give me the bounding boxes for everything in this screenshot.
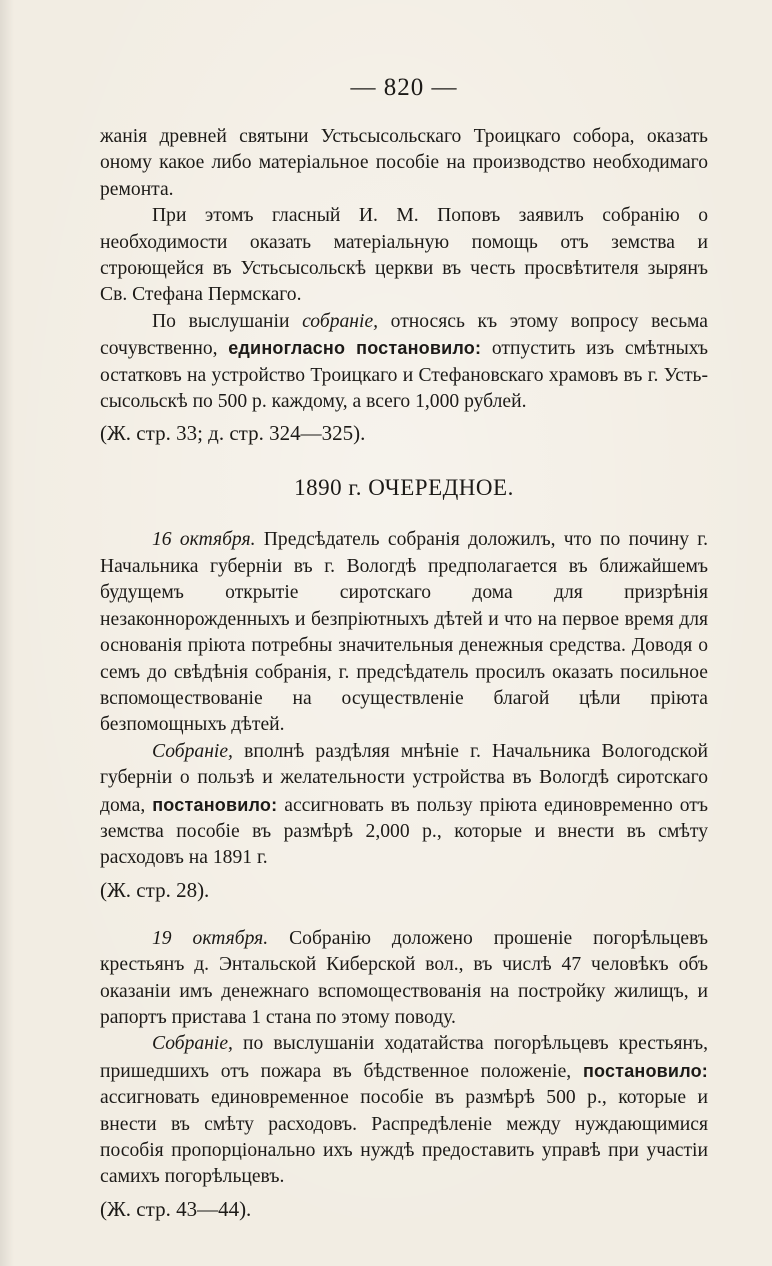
- resolution-tail: отпустить изъ смѣтныхъ остатковъ на устройство Троицкаго и Стефановскаго храмовъ въ г. Усть-сысольскѣ по 500 р. каждому, а всего 1,000 рублей.: [100, 338, 708, 413]
- paragraph-popov-statement: При этомъ гласный И. М. Поповъ заявилъ собранію о необходимости оказать матеріальную помощь отъ земства и строющейся въ Устьсысольскѣ церкви въ честь просвѣтителя зырянъ Св. Стефана Пермскаго.: [100, 205, 708, 306]
- paragraph-orphanage-resolution: [100, 739, 708, 872]
- resolution-mid: вполнѣ раздѣляя мнѣніе г. Начальника Вологодской губерніи о пользѣ и желательности устройства въ Вологдѣ сиротскаго дома,: [100, 740, 708, 816]
- resolution-mid: по выслушаніи ходатайства погорѣльцевъ крестьянъ, пришедшихъ отъ пожара въ бѣдственное положеніе,: [100, 1033, 708, 1082]
- resolution-subject: собраніе,: [302, 310, 379, 332]
- section-title: 1890 г. ОЧЕРЕДНОЕ.: [294, 475, 514, 501]
- resolution-lead: По выслушаніи: [152, 310, 290, 332]
- resolution-tail: ассигновать единовременное пособіе въ размѣрѣ 500 р., которые и внести въ смѣту расходовъ. Распредѣленіе между нуждающимися пособія пропорціонально ихъ нуждѣ предоставить управѣ при участіи самихъ погорѣльцевъ.: [100, 1087, 708, 1188]
- paragraph-fire-victims-resolution: [100, 1031, 708, 1190]
- paragraph-continuation: жанія древней святыни Устьсысольскаго Троицкаго собора, оказать оному какое либо матеріальное пособіе на производство необходимаго ремонта.: [100, 126, 708, 200]
- entry-date: 19 октября.: [152, 927, 269, 949]
- entry-text: Собранію доложено прошеніе погорѣльцевъ крестьянъ д. Энтальской Киберской вол., въ числѣ 47 человѣкъ объ оказаніи имъ денежнаго вспомоществованія на постройку жилищъ, и рапортъ пристава 1 стана по этому поводу.: [100, 927, 709, 1028]
- resolution-decision: постановило:: [582, 1060, 708, 1081]
- resolution-decision: единогласно постановило:: [228, 338, 482, 359]
- resolution-subject: Собраніе,: [152, 740, 233, 762]
- paragraph-october-19: [100, 926, 708, 1032]
- resolution-mid: относясь къ этому вопросу весьма сочувственно,: [100, 310, 709, 360]
- journal-reference-2: (Ж. стр. 28).: [100, 877, 210, 902]
- paragraph-october-16: [100, 527, 708, 738]
- entry-date: 16 октября.: [152, 529, 256, 551]
- resolution-decision: постановило:: [152, 794, 278, 815]
- paragraph-resolution-1889: [100, 309, 708, 416]
- page-number: — 820 —: [350, 74, 458, 101]
- spacer: [100, 904, 708, 926]
- journal-reference-1: (Ж. стр. 33; д. стр. 324—325).: [100, 421, 366, 446]
- entry-text: Предсѣдатель собранія доложилъ, что по почину г. Начальника губерніи въ г. Вологдѣ предполагается въ ближайшемъ будущемъ открытіе сиротскаго дома для призрѣнія незаконнорожденныхъ и безпріютныхъ дѣтей и что на первое время для основанія пріюта потребны значительныя денежныя средства. Доводя о семъ до свѣдѣнія собранія, г. предсѣдатель просилъ оказать посильное вспомоществованіе на осуществленіе благой цѣли пріюта безпомощныхъ дѣтей.: [100, 529, 708, 736]
- resolution-tail: ассигновать въ пользу пріюта единовременно отъ земства пособіе въ размѣрѣ 2,000 р., которые и внести въ смѣту расходовъ на 1891 г.: [100, 794, 708, 869]
- journal-reference-3: (Ж. стр. 43—44).: [100, 1196, 252, 1221]
- resolution-subject: Собраніе,: [152, 1033, 233, 1055]
